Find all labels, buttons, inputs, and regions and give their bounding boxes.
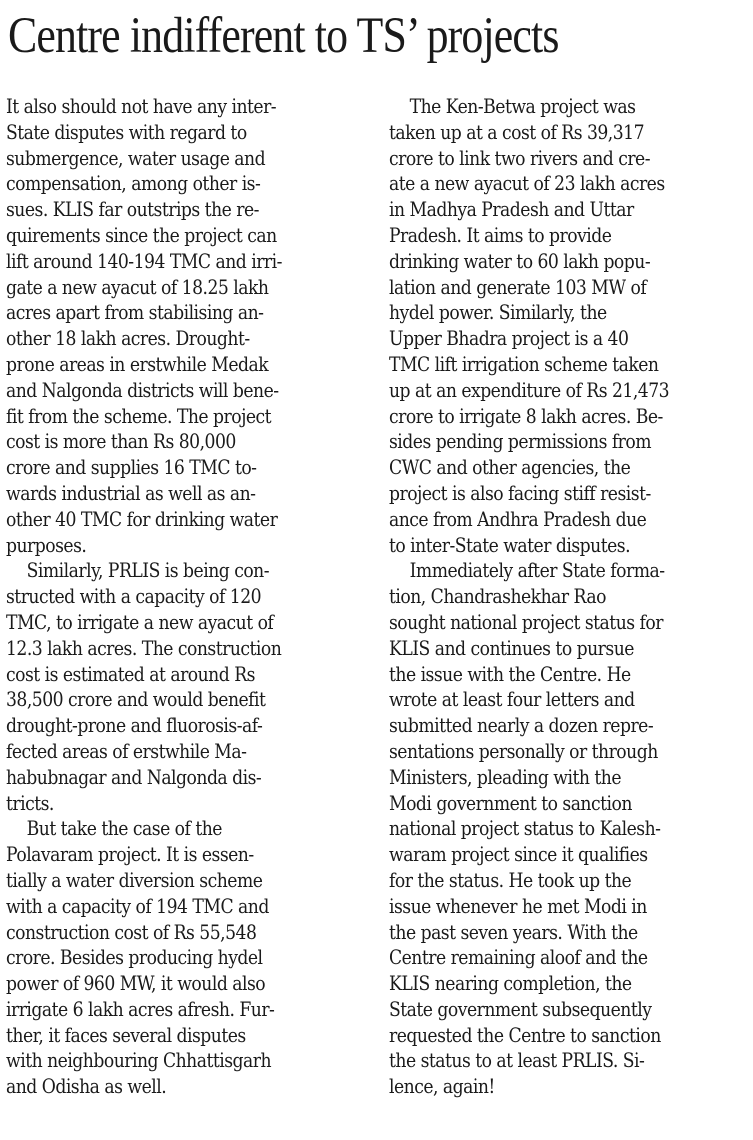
text-line: ance from Andhra Pradesh due	[389, 506, 647, 531]
text-line: crore to link two rivers and cre-	[389, 145, 651, 170]
text-line: for the status. He took up the	[389, 867, 632, 892]
text-line: Similarly, PRLIS is being con-	[26, 558, 270, 583]
text-line: 12.3 lakh acres. The construction	[6, 635, 282, 660]
text-line: tion, Chandrashekhar Rao	[389, 584, 606, 609]
text-line: drought-prone and fluorosis-af-	[6, 713, 263, 738]
text-line: cost is more than Rs 80,000	[6, 429, 236, 454]
text-line: other 18 lakh acres. Drought-	[6, 326, 250, 351]
text-line: irrigate 6 lakh acres afresh. Fur-	[6, 996, 275, 1021]
text-line: prone areas in erstwhile Medak	[6, 351, 269, 376]
text-line: tricts.	[6, 790, 54, 815]
text-line: But take the case of the	[26, 816, 222, 841]
left-column	[6, 94, 364, 1100]
text-line: quirements since the project can	[6, 222, 277, 247]
text-line: and Nalgonda districts will bene-	[6, 377, 279, 402]
text-line: the issue with the Centre. He	[389, 661, 631, 686]
text-line: tially a water diversion scheme	[6, 867, 263, 892]
text-line: TMC lift irrigation scheme taken	[389, 351, 659, 376]
text-line: national project status to Kalesh-	[389, 816, 661, 841]
text-line: construction cost of Rs 55,548	[6, 919, 257, 944]
text-line: fected areas of erstwhile Ma-	[6, 738, 247, 763]
text-line: sentations personally or through	[389, 738, 658, 763]
text-line: It also should not have any inter-	[6, 94, 277, 118]
text-line: The Ken-Betwa project was	[409, 94, 636, 118]
text-line: with a capacity of 194 TMC and	[6, 893, 269, 918]
text-line: structed with a capacity of 120	[6, 584, 262, 609]
text-line: Polavaram project. It is essen-	[6, 842, 254, 867]
text-line: ate a new ayacut of 23 lakh acres	[389, 171, 665, 196]
text-line: sought national project status for	[389, 609, 663, 634]
text-line: hydel power. Similarly, the	[389, 300, 607, 325]
text-line: submitted nearly a dozen repre-	[389, 713, 654, 738]
text-line: up at an expenditure of Rs 21,473	[389, 377, 670, 402]
text-line: sides pending permissions from	[389, 429, 652, 454]
text-line: Immediately after State forma-	[409, 558, 665, 583]
text-line: crore and supplies 16 TMC to-	[6, 455, 257, 480]
text-line: in Madhya Pradesh and Uttar	[389, 197, 634, 222]
text-line: submergence, water usage and	[6, 145, 266, 170]
text-line: Centre remaining aloof and the	[389, 945, 648, 970]
text-line: lation and generate 103 MW of	[389, 274, 647, 299]
text-line: to inter-State water disputes.	[389, 532, 631, 557]
text-line: the status to at least PRLIS. Si-	[389, 1048, 645, 1073]
text-line: cost is estimated at around Rs	[6, 661, 255, 686]
text-line: issue whenever he met Modi in	[389, 893, 647, 918]
text-line: CWC and other agencies, the	[389, 455, 631, 480]
headline: Centre indifferent to TS’ projects	[8, 8, 559, 64]
text-line: gate a new ayacut of 18.25 lakh	[6, 274, 269, 299]
text-line: waram project since it qualifies	[389, 842, 648, 867]
text-line: fit from the scheme. The project	[6, 403, 272, 428]
text-line: State disputes with regard to	[6, 119, 247, 144]
text-line: Ministers, pleading with the	[389, 764, 622, 789]
text-line: KLIS nearing completion, the	[389, 971, 632, 996]
text-line: the past seven years. With the	[389, 919, 638, 944]
text-line: taken up at a cost of Rs 39,317	[389, 119, 645, 144]
text-line: Upper Bhadra project is a 40	[389, 326, 629, 351]
text-line: Pradesh. It aims to provide	[389, 222, 612, 247]
text-line: State government subsequently	[389, 996, 652, 1021]
right-column	[389, 94, 747, 1100]
text-line: requested the Centre to sanction	[389, 1022, 661, 1047]
text-line: crore. Besides producing hydel	[6, 945, 263, 970]
text-line: ther, it faces several disputes	[6, 1022, 246, 1047]
text-line: 38,500 crore and would benefit	[6, 687, 266, 712]
text-line: project is also facing stiff resist-	[389, 480, 651, 505]
text-line: purposes.	[6, 532, 87, 557]
text-line: other 40 TMC for drinking water	[6, 506, 278, 531]
text-line: compensation, among other is-	[6, 171, 261, 196]
text-line: TMC, to irrigate a new ayacut of	[6, 609, 274, 634]
text-line: wrote at least four letters and	[389, 687, 635, 712]
text-line: with neighbouring Chhattisgarh	[6, 1048, 272, 1073]
text-line: habubnagar and Nalgonda dis-	[6, 764, 262, 789]
text-line: wards industrial as well as an-	[6, 480, 256, 505]
text-line: and Odisha as well.	[6, 1074, 167, 1099]
text-line: lift around 140-194 TMC and irri-	[6, 248, 282, 273]
text-line: drinking water to 60 lakh popu-	[389, 248, 651, 273]
text-line: Modi government to sanction	[389, 790, 632, 815]
text-line: KLIS and continues to pursue	[389, 635, 634, 660]
text-line: power of 960 MW, it would also	[6, 971, 266, 996]
text-line: acres apart from stabilising an-	[6, 300, 264, 325]
text-line: crore to irrigate 8 lakh acres. Be-	[389, 403, 663, 428]
text-line: lence, again!	[389, 1074, 495, 1099]
text-line: sues. KLIS far outstrips the re-	[6, 197, 259, 222]
